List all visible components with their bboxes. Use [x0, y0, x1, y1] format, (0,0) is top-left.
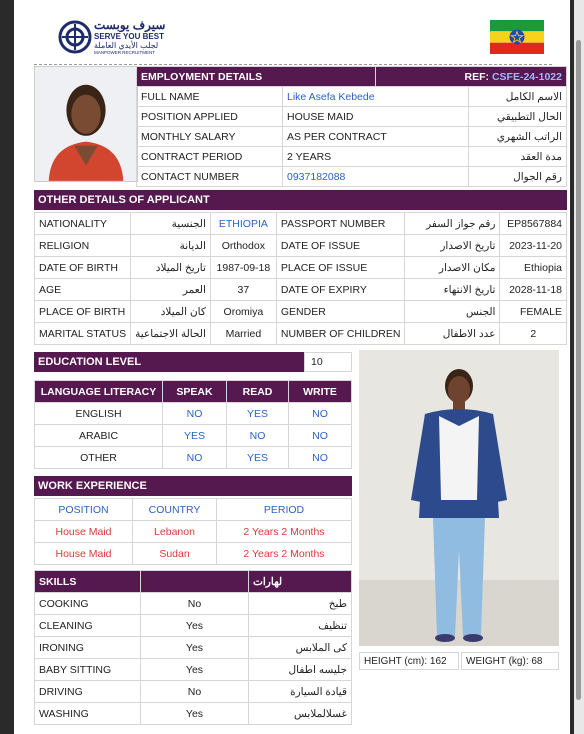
ethiopia-flag-icon: [490, 20, 544, 54]
education-value: 10: [304, 352, 352, 372]
marital-value: Married: [210, 323, 276, 345]
work-country: Sudan: [133, 543, 217, 565]
weight-value: WEIGHT (kg): 68: [461, 652, 559, 670]
skills-header: SKILLS: [35, 571, 141, 593]
language-arabic: ARABIC: [35, 425, 163, 447]
expiry-arabic: تاريخ الانتهاء: [405, 279, 500, 301]
other-write: NO: [289, 447, 352, 469]
logo-english-sub: MANPOWER RECRUITMENT: [94, 50, 155, 55]
gender-arabic: الجنس: [405, 301, 500, 323]
skills-header-arabic: لهارات: [249, 571, 352, 593]
language-other: OTHER: [35, 447, 163, 469]
age-value: 37: [210, 279, 276, 301]
skills-header-spacer: [141, 571, 249, 593]
applicant-full-body-photo: [359, 350, 559, 646]
gender-label: GENDER: [276, 301, 405, 323]
arabic-write: NO: [289, 425, 352, 447]
employment-table: [136, 66, 567, 187]
scrollbar-thumb[interactable]: [576, 40, 581, 700]
contact-arabic: رقم الجوال: [468, 167, 567, 187]
place-of-issue-label: PLACE OF ISSUE: [276, 257, 405, 279]
skill-arabic: كى الملابس: [249, 637, 352, 659]
globe-logo-icon: [58, 20, 92, 54]
skill-name: COOKING: [35, 593, 141, 615]
employment-header: EMPLOYMENT DETAILS: [137, 67, 376, 87]
ref-number: REF: CSFE-24-1022: [375, 67, 566, 87]
salary-arabic: الراتب الشهري: [468, 127, 567, 147]
skill-arabic: قيادة السيارة: [249, 681, 352, 703]
expiry-value: 2028-11-18: [500, 279, 567, 301]
arabic-read: NO: [227, 425, 289, 447]
dob-label: DATE OF BIRTH: [35, 257, 131, 279]
skill-arabic: جليسه اطفال: [249, 659, 352, 681]
country-column: COUNTRY: [133, 499, 217, 521]
position-arabic: الحال التطبيقي: [468, 107, 567, 127]
pob-arabic: كان الميلاد: [131, 301, 211, 323]
applicant-portrait: [34, 66, 138, 182]
skill-value: Yes: [141, 615, 249, 637]
salary-label: MONTHLY SALARY: [137, 127, 283, 147]
other-speak: NO: [163, 447, 227, 469]
contract-period-value: 2 YEARS: [283, 147, 469, 167]
logo-name: SERVE YOU BEST: [94, 32, 164, 41]
religion-arabic: الديانة: [131, 235, 211, 257]
skill-value: No: [141, 681, 249, 703]
children-value: 2: [500, 323, 567, 345]
period-column: PERIOD: [217, 499, 352, 521]
english-speak: NO: [163, 403, 227, 425]
skill-value: Yes: [141, 659, 249, 681]
pob-label: PLACE OF BIRTH: [35, 301, 131, 323]
nationality-label: NATIONALITY: [35, 213, 131, 235]
nationality-value: ETHIOPIA: [210, 213, 276, 235]
skill-name: IRONING: [35, 637, 141, 659]
work-experience-table: [34, 498, 352, 565]
age-arabic: العمر: [131, 279, 211, 301]
issue-date-value: 2023-11-20: [500, 235, 567, 257]
work-country: Lebanon: [133, 521, 217, 543]
nationality-arabic: الجنسية: [131, 213, 211, 235]
contract-period-label: CONTRACT PERIOD: [137, 147, 283, 167]
arabic-speak: YES: [163, 425, 227, 447]
age-label: AGE: [35, 279, 131, 301]
education-label: EDUCATION LEVEL: [34, 352, 304, 372]
place-of-issue-arabic: مكان الاصدار: [405, 257, 500, 279]
work-period: 2 Years 2 Months: [217, 521, 352, 543]
other-read: YES: [227, 447, 289, 469]
logo-arabic: سيرف يوبست: [94, 18, 166, 32]
full-name-arabic: الاسم الكامل: [468, 87, 567, 107]
work-position: House Maid: [35, 521, 133, 543]
dob-value: 1987-09-18: [210, 257, 276, 279]
language-header: LANGUAGE LITERACY: [35, 381, 163, 403]
marital-arabic: الحالة الاجتماعية: [131, 323, 211, 345]
salary-value: AS PER CONTRACT: [283, 127, 469, 147]
religion-label: RELIGION: [35, 235, 131, 257]
skill-value: Yes: [141, 703, 249, 725]
dob-arabic: تاريخ الميلاد: [131, 257, 211, 279]
work-experience-header: WORK EXPERIENCE: [34, 476, 352, 496]
position-value: HOUSE MAID: [283, 107, 469, 127]
skill-name: CLEANING: [35, 615, 141, 637]
pob-value: Oromiya: [210, 301, 276, 323]
contact-label: CONTACT NUMBER: [137, 167, 283, 187]
position-label: POSITION APPLIED: [137, 107, 283, 127]
height-value: HEIGHT (cm): 162: [359, 652, 459, 670]
full-name-label: FULL NAME: [137, 87, 283, 107]
skill-value: Yes: [141, 637, 249, 659]
skill-arabic: تنظيف: [249, 615, 352, 637]
skill-name: BABY SITTING: [35, 659, 141, 681]
passport-label: PASSPORT NUMBER: [276, 213, 405, 235]
place-of-issue-value: Ethiopia: [500, 257, 567, 279]
issue-date-arabic: تاريخ الاصدار: [405, 235, 500, 257]
company-logo: [58, 16, 188, 58]
skill-value: No: [141, 593, 249, 615]
position-column: POSITION: [35, 499, 133, 521]
issue-date-label: DATE OF ISSUE: [276, 235, 405, 257]
language-english: ENGLISH: [35, 403, 163, 425]
passport-arabic: رقم جواز السفر: [405, 213, 500, 235]
expiry-label: DATE OF EXPIRY: [276, 279, 405, 301]
children-arabic: عدد الاطفال: [405, 323, 500, 345]
language-table: [34, 380, 352, 469]
contract-period-arabic: مدة العقد: [468, 147, 567, 167]
cv-page: [14, 0, 570, 734]
english-write: NO: [289, 403, 352, 425]
skill-arabic: طبخ: [249, 593, 352, 615]
work-period: 2 Years 2 Months: [217, 543, 352, 565]
skill-name: WASHING: [35, 703, 141, 725]
marital-label: MARITAL STATUS: [35, 323, 131, 345]
header-divider: [34, 64, 552, 65]
logo-arabic-sub: لجلب الأيدي العاملة: [94, 41, 159, 50]
passport-value: EP8567884: [500, 213, 567, 235]
children-label: NUMBER OF CHILDREN: [276, 323, 405, 345]
religion-value: Orthodox: [210, 235, 276, 257]
full-name-value: Like Asefa Kebede: [283, 87, 469, 107]
speak-header: SPEAK: [163, 381, 227, 403]
gender-value: FEMALE: [500, 301, 567, 323]
read-header: READ: [227, 381, 289, 403]
english-read: YES: [227, 403, 289, 425]
other-details-header: OTHER DETAILS OF APPLICANT: [34, 190, 567, 210]
write-header: WRITE: [289, 381, 352, 403]
skill-name: DRIVING: [35, 681, 141, 703]
contact-value[interactable]: 0937182088: [283, 167, 469, 187]
work-position: House Maid: [35, 543, 133, 565]
skills-table: [34, 570, 352, 725]
other-details-table: [34, 212, 567, 345]
skill-arabic: غسلالملابس: [249, 703, 352, 725]
